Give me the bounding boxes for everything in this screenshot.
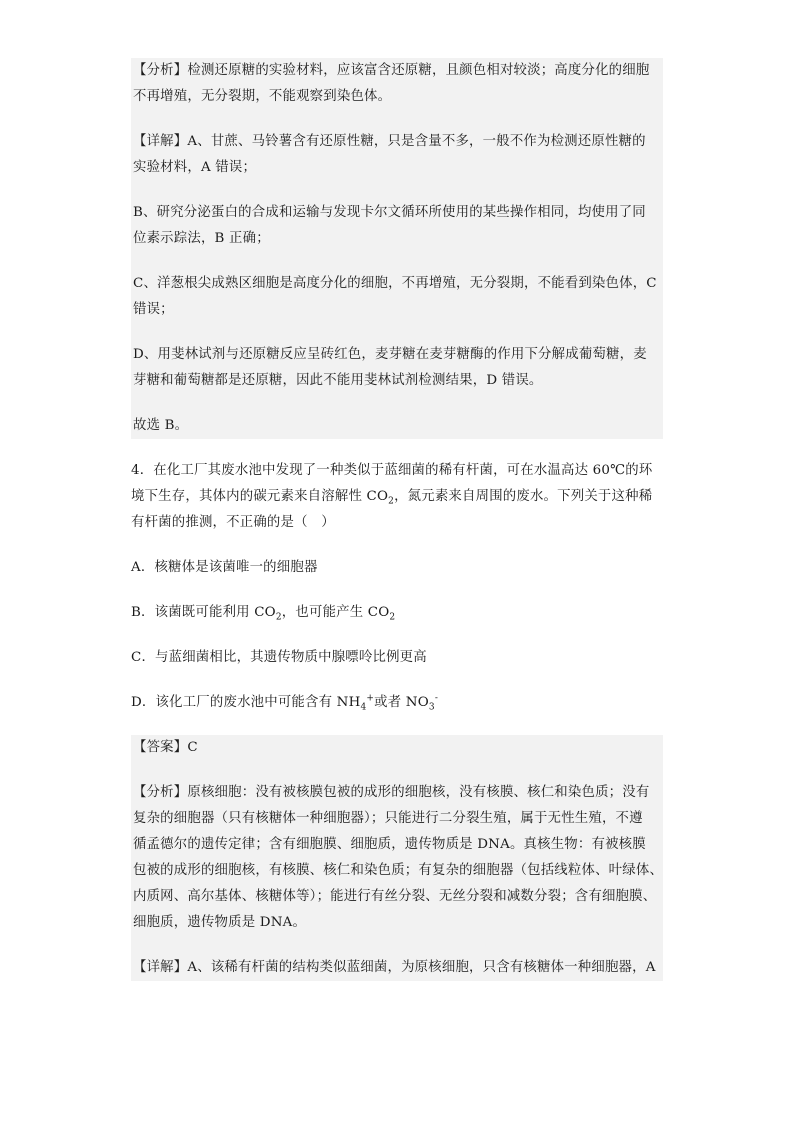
- answer-detail-line: 【详解】A、该稀有杆菌的结构类似蓝细菌，为原核细胞，只含有核糖体一种细胞器，A: [133, 960, 656, 975]
- option-b-line-1: B、研究分泌蛋白的合成和运输与发现卡尔文循环所使用的某些操作相同，均使用了同: [133, 205, 646, 220]
- subscript: 2: [389, 612, 396, 623]
- superscript: -: [434, 693, 439, 704]
- option-text: B．该菌既可能利用 CO: [131, 605, 276, 620]
- answer-analysis-line-3: 循孟德尔的遗传定律；含有细胞膜、细胞质，遗传物质是 DNA。真核生物：有被核膜: [133, 837, 646, 852]
- answer-analysis-line-4: 包被的成形的细胞核，有核膜、核仁和染色质；有复杂的细胞器（包括线粒体、叶绿体、: [133, 863, 664, 878]
- subscript: 2: [275, 612, 282, 623]
- answer-line: 【答案】C: [133, 740, 198, 755]
- subscript: 3: [428, 702, 435, 713]
- question-stem-line-2: [131, 484, 663, 510]
- question-option-d: [131, 690, 663, 716]
- stem-text: ，氮元素来自周围的废水。下列关于这种稀: [394, 489, 653, 504]
- subscript: 2: [388, 496, 395, 507]
- answer-4-block: [131, 735, 663, 981]
- question-option-b: [131, 600, 663, 626]
- option-d-line-2: 芽糖和葡萄糖都是还原糖，因此不能用斐林试剂检测结果，D 错误。: [133, 373, 543, 388]
- document-page: [131, 58, 663, 981]
- option-c-line-2: 错误；: [133, 302, 174, 317]
- subscript: 4: [360, 702, 367, 713]
- superscript: +: [366, 693, 375, 704]
- choice-line: 故选 B。: [133, 418, 189, 433]
- option-text: ，也可能产生 CO: [281, 605, 390, 620]
- option-b-line-2: 位素示踪法，B 正确；: [133, 231, 270, 246]
- answer-analysis-line-2: 复杂的细胞器（只有核糖体一种细胞器）；只能进行二分裂生殖，属于无性生殖，不遵: [133, 811, 643, 826]
- analysis-line-2: 不再增殖，无分裂期，不能观察到染色体。: [133, 89, 392, 104]
- question-stem-line-3: 有杆菌的推测，不正确的是（ ）: [131, 515, 335, 530]
- question-stem-line-1: 4．在化工厂其废水池中发现了一种类似于蓝细菌的稀有杆菌，可在水温高达 60℃的环: [131, 463, 653, 478]
- answer-analysis-line-6: 细胞质，遗传物质是 DNA。: [133, 915, 307, 930]
- option-c-line-1: C、洋葱根尖成熟区细胞是高度分化的细胞，不再增殖，无分裂期，不能看到染色体，C: [133, 276, 657, 291]
- option-d-line-1: D、用斐林试剂与还原糖反应呈砖红色，麦芽糖在麦芽糖酶的作用下分解成葡萄糖，麦: [133, 347, 647, 362]
- detail-line-2: 实验材料，A 错误；: [133, 160, 257, 175]
- prev-explanation-block: [131, 58, 663, 439]
- stem-text: 境下生存，其体内的碳元素来自溶解性 CO: [131, 489, 389, 504]
- analysis-line-1: 【分析】检测还原糖的实验材料，应该富含还原糖，且颜色相对较淡；高度分化的细胞: [133, 63, 650, 78]
- detail-line-1: 【详解】A、甘蔗、马铃薯含有还原性糖，只是含量不多，一般不作为检测还原性糖的: [133, 134, 646, 149]
- answer-analysis-line-1: 【分析】原核细胞：没有被核膜包被的成形的细胞核，没有核膜、核仁和染色质；没有: [133, 785, 650, 800]
- option-text: 或者 NO: [374, 695, 429, 710]
- question-4: [131, 458, 663, 716]
- question-option-c: C．与蓝细菌相比，其遗传物质中腺嘌呤比例更高: [131, 650, 427, 665]
- option-text: D．该化工厂的废水池中可能含有 NH: [131, 695, 361, 710]
- answer-analysis-line-5: 内质网、高尔基体、核糖体等）；能进行有丝分裂、无丝分裂和减数分裂；含有细胞膜、: [133, 889, 657, 904]
- question-option-a: A．核糖体是该菌唯一的细胞器: [131, 560, 318, 575]
